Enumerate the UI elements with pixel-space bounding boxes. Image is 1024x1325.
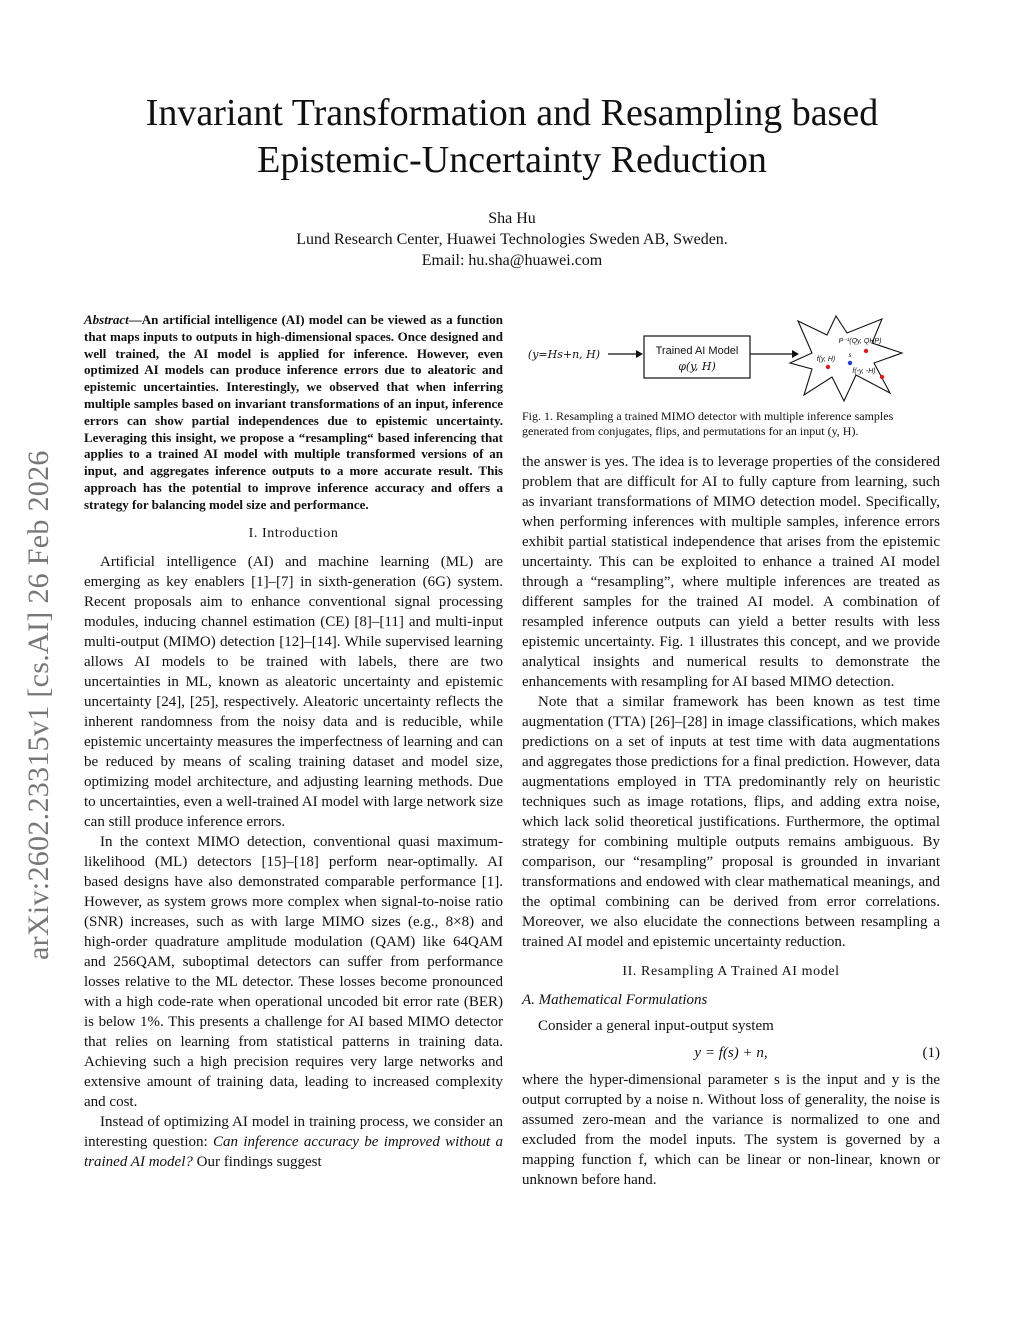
arrow-head-input: [636, 350, 643, 358]
sample-point-red-right: [880, 375, 884, 379]
right-paragraph-1: the answer is yes. The idea is to leverage properties of the considered problem that are difficult for AI to fully capture from learning, such as invariant transformations of MIMO detection model. Specifically, when performing inferences with multiple samples, inference errors exhibit partial statistical independence that arises from the epistemic uncertainty. This can be exploited to enhance a trained AI model through a “resampling”, where multiple inferences are treated as different samples for the trained AI model. A combination of resampled inference outputs can yield a better results with less epistemic uncertainty. Fig. 1 illustrates this concept, and we provide analytical insights and numerical results to demonstrate the enhancements with resampling for AI based MIMO detection.: [522, 454, 940, 690]
abstract: [84, 312, 503, 514]
intro-p3-end: Our findings suggest: [192, 1153, 322, 1170]
resampling-star-burst: [790, 316, 902, 401]
section-heading-introduction: I. Introduction: [248, 525, 339, 541]
star-label-flip: f(-y, -H): [852, 368, 876, 375]
model-box-title: Trained AI Model: [655, 345, 739, 357]
arrow-head-output: [792, 350, 799, 358]
title-line-1: Invariant Transformation and Resampling based: [145, 92, 879, 134]
star-label-true-symbol: s: [848, 353, 852, 359]
intro-p3-question: Can inference accuracy be improved without a trained AI model?: [84, 1133, 503, 1170]
affiliation: Lund Research Center, Huawei Technologies Sweden AB, Sweden.: [296, 231, 728, 248]
paper-title: [80, 90, 944, 184]
intro-paragraph-3: [84, 1112, 503, 1172]
left-column: [84, 312, 503, 1172]
right-paragraph-3: Consider a general input-output system: [538, 1018, 774, 1034]
equation-1-number: (1): [922, 1045, 940, 1061]
equation-1-body: y = f(s) + n,: [694, 1045, 768, 1061]
right-column: [522, 452, 940, 1190]
figure-1: [522, 313, 940, 439]
star-label-permutation: P⁻¹(Qy, QHP): [838, 338, 882, 345]
right-paragraph-2: Note that a similar framework has been known as test time augmentation (TTA) [26]–[28] in image classifications, which makes predictions on a set of inputs at test time with data augmentations and aggregates those predictions for a final prediction. However, data augmentations employed in TTA predominantly rely on heuristic techniques such as image rotations, flips, and adding extra noise, which lack solid theoretical justifications. Furthermore, the optimal strategy for combining multiple outputs remains ambiguous. By comparison, our “resampling” proposal is grounded in invariant transformations and endowed with clear mathematical meanings, and the optimal combining can be derived from error correlations. Moreover, we also elucidate the connections between resampling a trained AI model and epistemic uncertainty reduction.: [522, 694, 940, 950]
author-email: Email: hu.sha@huawei.com: [421, 252, 603, 269]
true-symbol-point-blue: [848, 361, 852, 365]
subsection-heading-formulations: A. Mathematical Formulations: [522, 992, 708, 1008]
intro-paragraph-2: In the context MIMO detection, conventional quasi maximum-likelihood (ML) detectors [15]–[18] perform near-optimally. AI based designs have also demonstrated comparable performance [1]. However, as system grows more complex when signal-to-noise ratio (SNR) increases, such as with large MIMO sizes (e.g., 8×8) and high-order quadrature amplitude modulation (QAM) like 64QAM and 256QAM, suboptimal detectors can suffer from performance losses relative to the ML detector. These losses become pronounced with a high code-rate when operational uncoded bit error rate (BER) is below 1%. This presents a challenge for AI based MIMO detector that relies on learning from statistical patterns in training data. Achieving such a high precision requires very large networks and extensive amount of training data, leading to increased complexity and cost.: [84, 833, 503, 1110]
model-box-function: φ(y, H): [678, 360, 716, 373]
right-paragraph-4: where the hyper-dimensional parameter s is the input and y is the output corrupted by a noise n. Without loss of generality, the noise is assumed zero-mean and the variance is normalized to one and excluded from the model inputs. The system is governed by a mapping function f, which can be linear or non-linear, known or unknown before hand.: [522, 1072, 940, 1188]
sample-point-red-top: [864, 349, 868, 353]
sample-point-red-left: [826, 365, 830, 369]
figure-1-diagram: [522, 313, 940, 405]
abstract-body: —An artificial intelligence (AI) model can be viewed as a function that maps inputs to outputs in high-dimensional spaces. Once designed and well trained, the AI model is applied for inference. However, even optimized AI models can produce inference errors due to aleatoric and epistemic uncertainties. Interestingly, we observed that when inferring multiple samples based on invariant transformations of an input, inference errors can show partial independences due to epistemic uncertainty. Leveraging this insight, we propose a “resampling“ based inferencing that applies to a trained AI model with multiple transformed versions of an input, and aggregates inference outputs to a more accurate result. This approach has the potential to improve inference accuracy and offers a strategy for balancing model size and performance.: [84, 312, 503, 512]
arxiv-identifier: arXiv:2602.23315v1 [cs.AI] 26 Feb 2026: [22, 450, 55, 960]
intro-p3-start: Instead of optimizing AI model in training process, we consider an interesting question:: [84, 1113, 503, 1150]
figure-1-caption: Fig. 1. Resampling a trained MIMO detector with multiple inference samples generated from conjugates, flips, and permutations for an input (y, H).: [522, 409, 894, 438]
section-heading-resampling: II. Resampling A Trained AI model: [622, 964, 840, 979]
star-label-original: f(y, H): [816, 356, 836, 363]
intro-paragraph-1: Artificial intelligence (AI) and machine learning (ML) are emerging as key enablers [1]–[7] in sixth-generation (6G) system. Recent proposals aim to enhance conventional signal processing modules, inducing channel estimation (CE) [8]–[11] and multi-input multi-output (MIMO) detection [12]–[14]. While supervised learning allows AI models to be trained with labels, there are two uncertainties in ML, known as aleatoric uncertainty and epistemic uncertainty [24], [25], respectively. Aleatoric uncertainty reflects the inherent randomness from the noisy data and is reducible, while epistemic uncertainty measures the imperfectness of learning and can be reduced by means of scaling training dataset and model size, optimizing model architecture, and adjusting learning methods. Due to uncertainties, even a well-trained AI model with large network size can still produce inference errors.: [84, 553, 503, 830]
figure-input-label: (y=Hs+n, H): [527, 348, 601, 361]
author-name: Sha Hu: [488, 210, 536, 227]
abstract-lead: Abstract: [84, 312, 129, 327]
title-line-2: Epistemic-Uncertainty Reduction: [257, 139, 767, 181]
author-block: [80, 208, 944, 271]
equation-1: [522, 1036, 940, 1070]
